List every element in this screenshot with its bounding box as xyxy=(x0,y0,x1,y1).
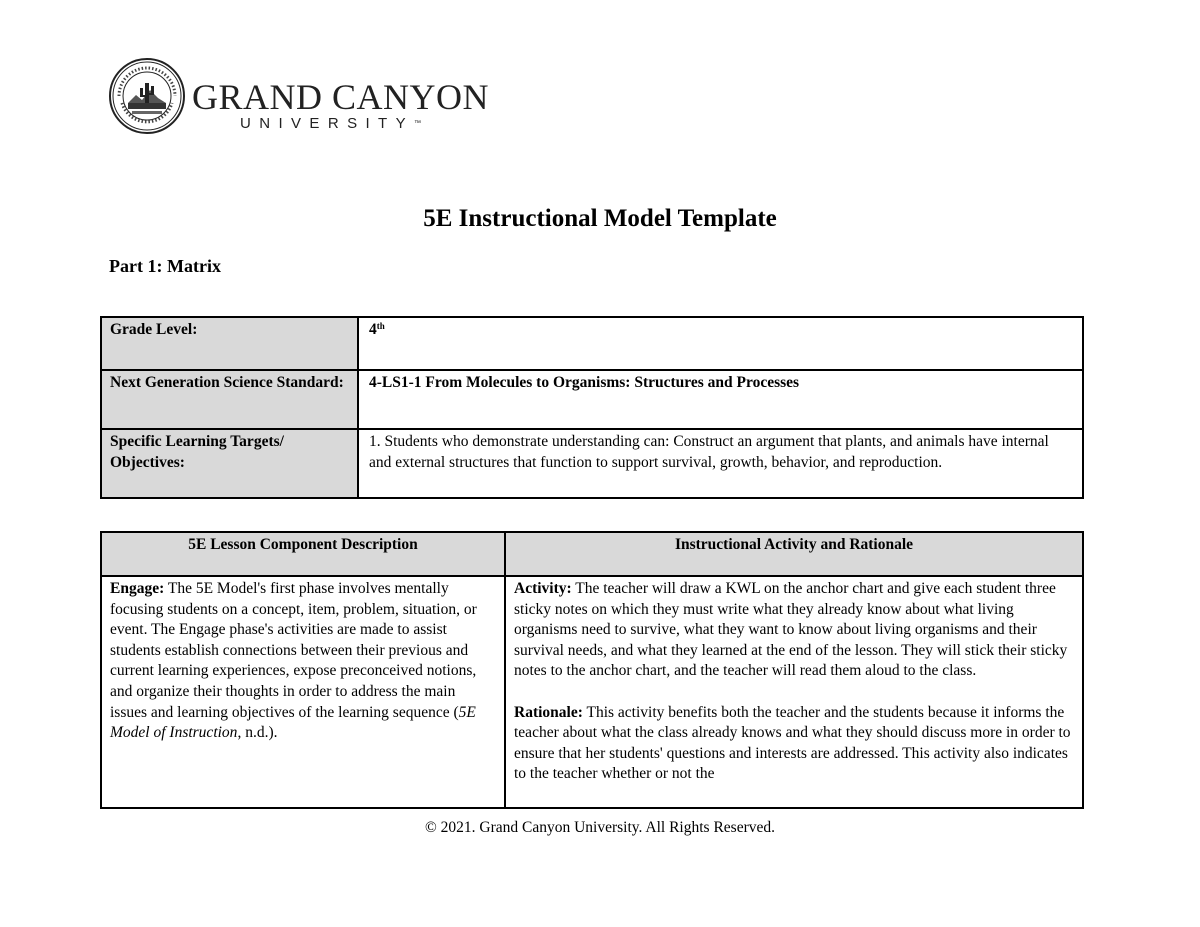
engage-cell xyxy=(101,576,505,808)
logo-subtitle: UNIVERSITY™ xyxy=(240,115,422,132)
component-description-header: 5E Lesson Component Description xyxy=(101,532,505,576)
objectives-label: Specific Learning Targets/ Objectives: xyxy=(101,429,358,498)
rationale-label: Rationale: xyxy=(514,703,583,721)
activity-cell xyxy=(505,576,1083,808)
activity-paragraph xyxy=(514,579,1074,682)
activity-rationale-header: Instructional Activity and Rationale xyxy=(505,532,1083,576)
logo-wordmark: GRAND CANYON xyxy=(192,77,490,117)
standard-value: 4-LS1-1 From Molecules to Organisms: Structures and Processes xyxy=(358,370,1083,429)
lesson-table xyxy=(100,531,1084,809)
grade-level-value: 4th xyxy=(358,317,1083,370)
engage-text: The 5E Model's first phase involves mentally focusing students on a concept, item, problem, situation, or event. The Engage phase's activities are made to assist students establish connections between their previous and current learning experiences, expose preconceived notions, and organize their thoughts in order to address the main issues and learning objectives of the learning sequence ( xyxy=(110,580,477,721)
grade-level-label: Grade Level: xyxy=(101,317,358,370)
engage-label: Engage: xyxy=(110,580,165,597)
engage-citation: 5E Model of Instruction xyxy=(110,703,476,742)
page-title: 5E Instructional Model Template xyxy=(423,205,777,232)
activity-label: Activity: xyxy=(514,580,572,597)
objectives-value: 1. Students who demonstrate understanding can: Construct an argument that plants, and animals have internal and external structures that function to support survival, growth, behavior, and reproduction. xyxy=(358,429,1083,498)
table-row xyxy=(101,317,1083,370)
rationale-paragraph xyxy=(514,703,1074,785)
university-logo xyxy=(108,57,490,137)
table-row xyxy=(101,576,1083,808)
table-row xyxy=(101,429,1083,498)
table-header-row xyxy=(101,532,1083,576)
rationale-text: This activity benefits both the teacher and the students because it informs the teacher about what the class already knows and what they should discuss more in order to ensure that her students' questions and interests are addressed. This activity also indicates to the teacher whether or not the xyxy=(514,703,1071,783)
standard-label: Next Generation Science Standard: xyxy=(101,370,358,429)
copyright-footer: © 2021. Grand Canyon University. All Rights Reserved. xyxy=(424,819,775,836)
matrix-table xyxy=(100,316,1084,499)
section-heading: Part 1: Matrix xyxy=(109,256,221,276)
engage-citation-end: , n.d.). xyxy=(237,724,278,742)
university-seal-icon xyxy=(108,57,186,135)
activity-text: The teacher will draw a KWL on the anchor chart and give each student three sticky notes on which they must write what they already know about what living organisms need to survive, what they want to know about living organisms and their survival needs, and what they learned at the end of the lesson. They will stick their sticky notes to the anchor chart, and the teacher will read them aloud to the class. xyxy=(514,580,1068,680)
table-row xyxy=(101,370,1083,429)
